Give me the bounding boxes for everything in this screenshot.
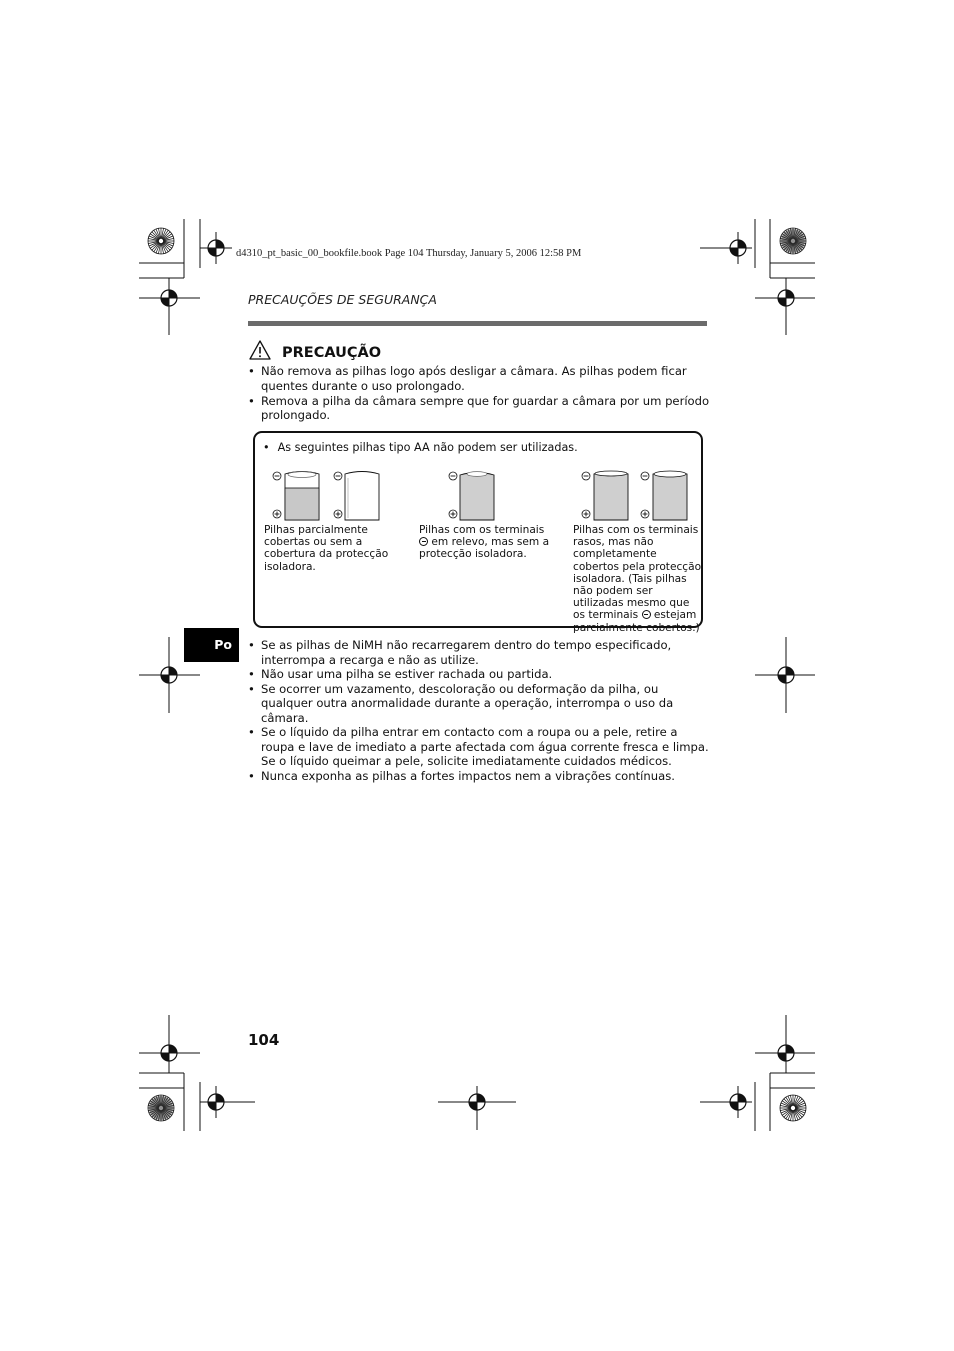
caption-partially-covered: Pilhas parcialmente cobertas ou sem a cobertura da protecção isoladora.: [264, 524, 389, 573]
section-rule: [248, 321, 707, 326]
section-title: PRECAUÇÕES DE SEGURANÇA: [248, 292, 437, 307]
caution-title: PRECAUÇÃO: [282, 345, 382, 361]
file-info: d4310_pt_basic_00_bookfile.book Page 104 Thursday, January 5, 2006 12:58 PM: [236, 248, 582, 259]
battery-illustrations: [262, 466, 702, 526]
battery-precautions-list: [248, 638, 710, 783]
minus-terminal-icon: [642, 610, 651, 619]
language-tab: Po: [184, 628, 239, 662]
battery-notice-intro: • As seguintes pilhas tipo AA não podem ser utilizadas.: [263, 441, 578, 454]
list-item: • Nunca exponha as pilhas a fortes impactos nem a vibrações contínuas.: [248, 769, 710, 784]
list-item: • Remova a pilha da câmara sempre que for guardar a câmara por um período prolongado.: [248, 394, 710, 423]
caption-raised-terminal: Pilhas com os terminais em relevo, mas sem a protecção isoladora.: [419, 524, 550, 561]
list-item: • Se as pilhas de NiMH não recarregarem dentro do tempo especificado, interrompa a recarga e não as utilize.: [248, 638, 710, 667]
minus-terminal-icon: [419, 537, 428, 546]
caption-flat-terminal: Pilhas com os terminais rasos, mas não completamente cobertos pela protecção isoladora. (Tais pilhas não podem ser utilizadas mesmo que os terminais estejam parcialmente cobertos.): [573, 524, 702, 634]
caution-list: [248, 364, 710, 423]
list-item: • Se o líquido da pilha entrar em contacto com a roupa ou a pele, retire a roupa e lave de imediato a parte afectada com água corrente fresca e limpa. Se o líquido queimar a pele, solicite imediatamente cuidados médicos.: [248, 725, 710, 769]
list-item: • Não remova as pilhas logo após desligar a câmara. As pilhas podem ficar quentes durante o uso prolongado.: [248, 364, 710, 393]
page-number: 104: [248, 1031, 280, 1049]
list-item: • Se ocorrer um vazamento, descoloração ou deformação da pilha, ou qualquer outra anormalidade durante a operação, interrompa o uso da câmara.: [248, 682, 710, 726]
list-item: • Não usar uma pilha se estiver rachada ou partida.: [248, 667, 710, 682]
warning-icon: [249, 340, 271, 360]
